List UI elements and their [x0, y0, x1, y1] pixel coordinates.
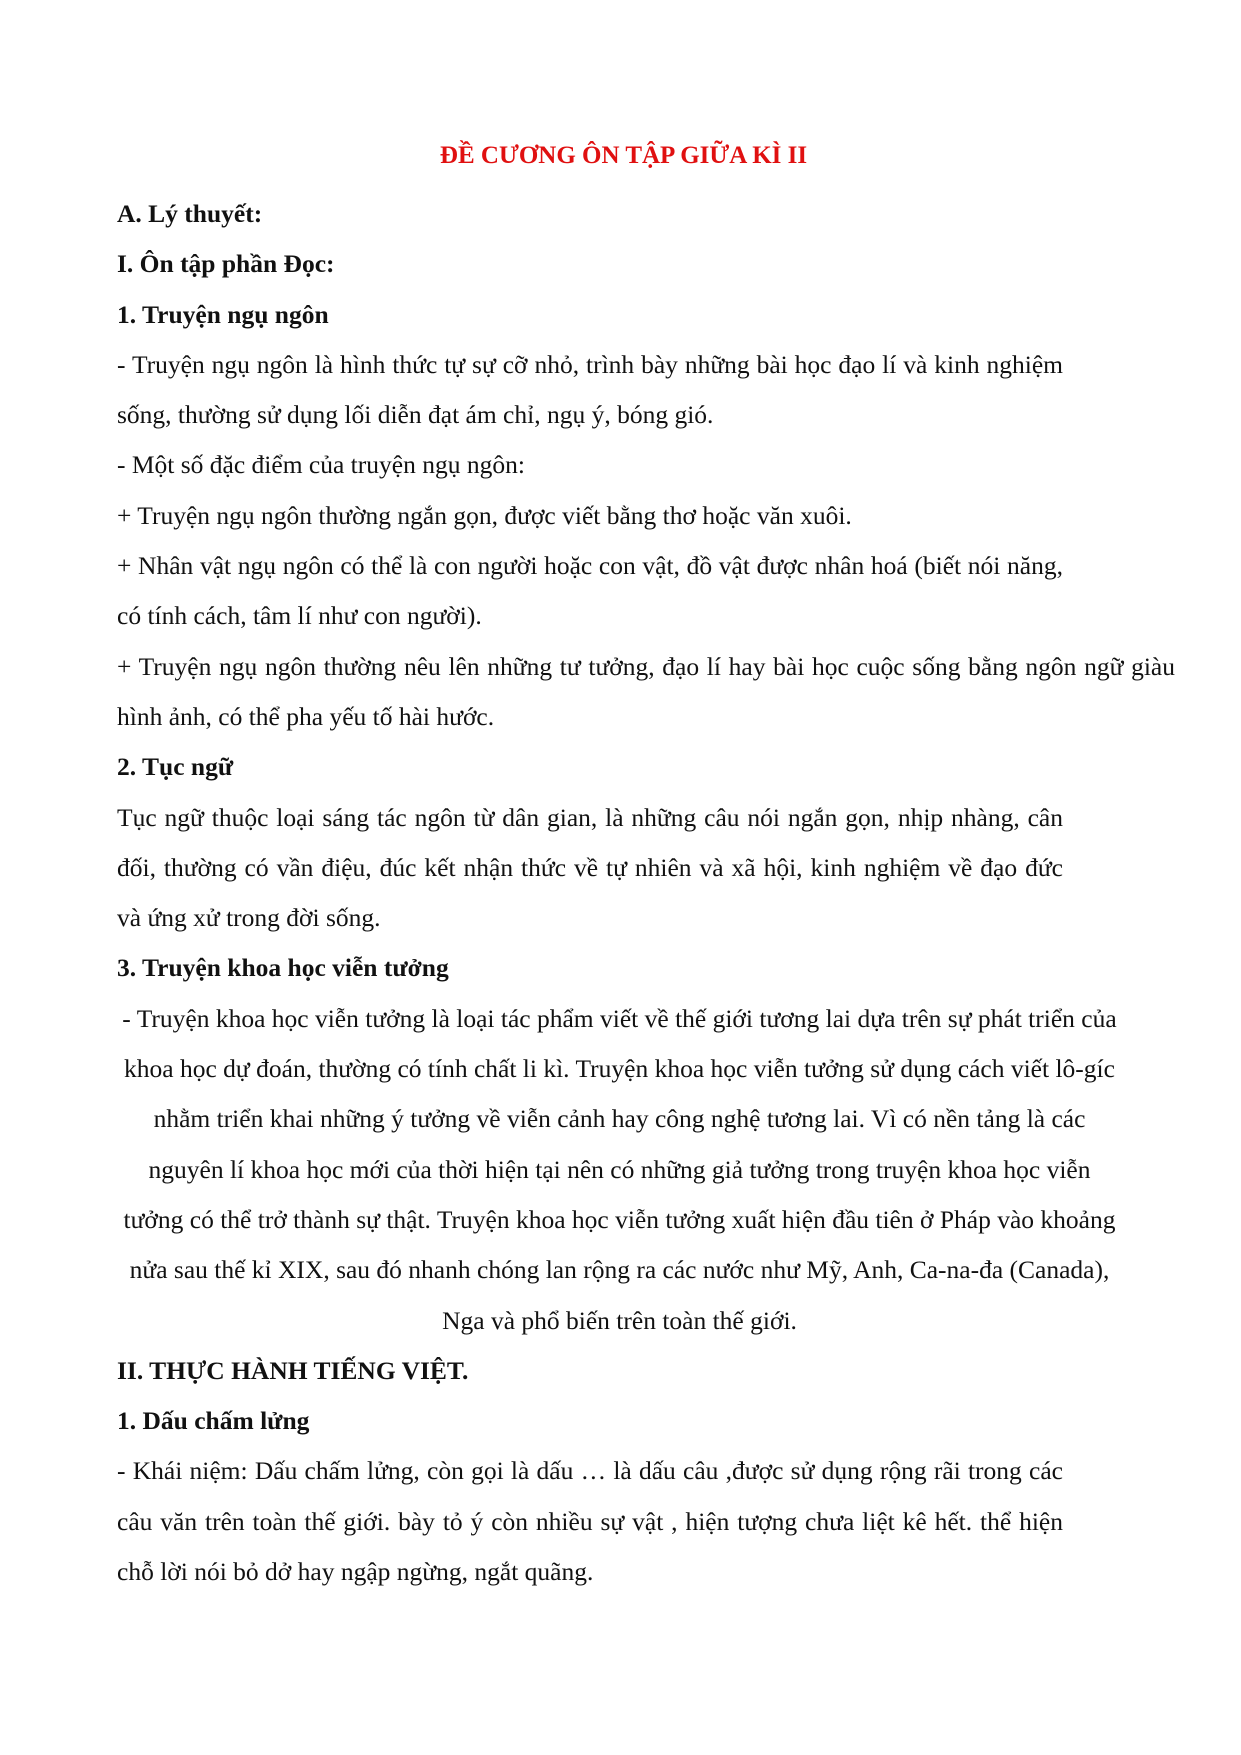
section4-heading: 1. Dấu chấm lửng [117, 1406, 310, 1436]
section3-heading: 3. Truyện khoa học viễn tưởng [117, 953, 449, 983]
section1-bullet3: + Truyện ngụ ngôn thường nêu lên những tư tưởng, đạo lí hay bài học cuộc sống bằng ngôn ngữ giàu hình ảnh, có thể pha yếu tố hài hước. [117, 651, 1175, 731]
heading-practice: II. THỰC HÀNH TIẾNG VIỆT. [117, 1355, 469, 1385]
section1-para1: - Truyện ngụ ngôn là hình thức tự sự cỡ nhỏ, trình bày những bài học đạo lí và kinh nghiệm sống, thường sử dụng lối diễn đạt ám chỉ, ngụ ý, bóng gió. [117, 349, 1063, 430]
section1-para2: - Một số đặc điểm của truyện ngụ ngôn: [117, 450, 525, 480]
section1-bullet2: + Nhân vật ngụ ngôn có thể là con người hoặc con vật, đồ vật được nhân hoá (biết nói năng, có tính cách, tâm lí như con người). [117, 551, 1063, 631]
section2-heading: 2. Tục ngữ [117, 752, 234, 782]
heading-theory: A. Lý thuyết: [117, 199, 263, 228]
section3-para: - Truyện khoa học viễn tưởng là loại tác phẩm viết về thế giới tương lai dựa trên sự phát triển của khoa học dự đoán, thường có tính chất li kì. Truyện khoa học viễn tưởng sử dụng cách viết lô-gíc nhằm triển khai những ý tưởng về viễn cảnh hay công nghệ tương lai. Vì có nền tảng là các nguyên lí khoa học mới của thời hiện tại nên có những giả tưởng trong truyện khoa học viễn tưởng có thể trở thành sự thật. Truyện khoa học viễn tưởng xuất hiện đầu tiên ở Pháp vào khoảng nửa sau thế kỉ XIX, sau đó nhanh chóng lan rộng ra các nước như Mỹ, Anh, Ca-na-đa (Canada), Nga và phổ biến trên toàn thế giới. [122, 1003, 1117, 1335]
section1-heading: 1. Truyện ngụ ngôn [117, 299, 329, 329]
section4-para: - Khái niệm: Dấu chấm lửng, còn gọi là dấu … là dấu câu ,được sử dụng rộng rãi trong các câu văn trên toàn thế giới. bày tỏ ý còn nhiều sự vật , hiện tượng chưa liệt kê hết. thể hiện chỗ lời nói bỏ dở hay ngập ngừng, ngắt quãng. [117, 1456, 1063, 1587]
document-title: ĐỀ CƯƠNG ÔN TẬP GIỮA KÌ II [439, 142, 808, 169]
section1-bullet1: + Truyện ngụ ngôn thường ngắn gọn, được viết bằng thơ hoặc văn xuôi. [117, 500, 852, 530]
heading-reading: I. Ôn tập phần Đọc: [117, 249, 335, 279]
section2-para: Tục ngữ thuộc loại sáng tác ngôn từ dân gian, là những câu nói ngắn gọn, nhịp nhàng, cân đối, thường có vần điệu, đúc kết nhận thức về tự nhiên và xã hội, kinh nghiệm về đạo đức và ứng xử trong đời sống. [117, 802, 1063, 933]
